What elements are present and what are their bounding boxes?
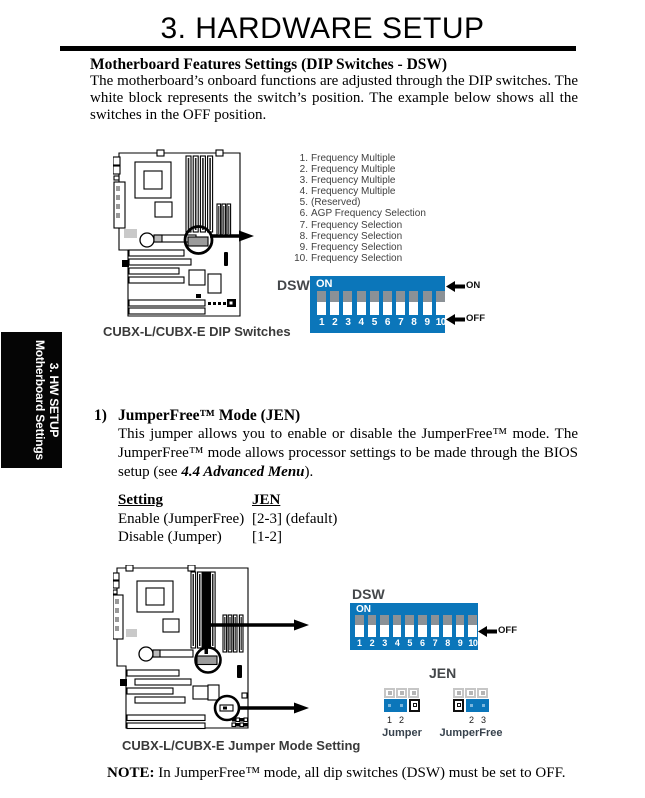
dip-switch bbox=[468, 615, 477, 637]
off-arrow-icon bbox=[478, 626, 497, 637]
pin-icon bbox=[465, 688, 476, 698]
table-header-row bbox=[118, 492, 337, 511]
jumper-mode-label: Jumper bbox=[382, 727, 422, 739]
col-setting-header: Setting bbox=[118, 492, 163, 508]
note-label: NOTE: bbox=[107, 765, 155, 781]
dip-switch bbox=[343, 291, 352, 315]
dip-switch-numbers: 1 2 3 4 5 6 7 8 9 10 bbox=[318, 317, 446, 328]
note: NOTE: In JumperFree™ mode, all dip switches (DSW) must be set to OFF. bbox=[107, 765, 566, 781]
intro-paragraph: The motherboard’s onboard functions are adjusted through the DIP switches. The white block represents the switch’s position. The example below shows all the switches in the OFF position. bbox=[90, 73, 578, 123]
list-item: 4. Frequency Multiple bbox=[299, 186, 396, 198]
on-arrow-label: ON bbox=[466, 280, 481, 291]
jumper-pins-bottom bbox=[384, 699, 420, 712]
jumper-cap-icon bbox=[384, 699, 407, 712]
diagram2-caption: CUBX-L/CUBX-E Jumper Mode Setting bbox=[122, 738, 361, 753]
dip-switch bbox=[370, 291, 379, 315]
dip-switch bbox=[456, 615, 465, 637]
dip-switch bbox=[409, 291, 418, 315]
section-index: 1) bbox=[94, 407, 107, 424]
jumper-setting-jumperfree: 2 3 bbox=[453, 688, 489, 740]
dip-switch bbox=[405, 615, 414, 637]
col-jen-header: JEN bbox=[252, 492, 281, 508]
list-item: 7. Frequency Selection bbox=[299, 219, 403, 231]
jumper-pins-bottom bbox=[453, 699, 489, 712]
off-arrow-label: OFF bbox=[498, 625, 517, 636]
dip-switch-function-list bbox=[288, 153, 488, 264]
page-title: 3. HARDWARE SETUP bbox=[160, 12, 485, 45]
chapter-tab-text bbox=[3, 332, 61, 468]
cross-reference: 4.4 Advanced Menu bbox=[181, 464, 305, 480]
open-pin-icon bbox=[453, 699, 464, 712]
diagram1-caption: CUBX-L/CUBX-E DIP Switches bbox=[103, 324, 291, 339]
list-item: 10. Frequency Selection bbox=[294, 252, 403, 264]
setting-table bbox=[118, 492, 337, 548]
jen-label: JEN bbox=[429, 665, 457, 681]
dsw-on-label: ON bbox=[316, 278, 333, 290]
off-arrow-label: OFF bbox=[466, 313, 485, 324]
jumper-pins-top bbox=[384, 688, 420, 698]
jumper-pins-top bbox=[453, 688, 489, 698]
dip-switches bbox=[317, 291, 445, 315]
dip-switch bbox=[380, 615, 389, 637]
dip-switch bbox=[436, 291, 445, 315]
on-arrow-icon bbox=[446, 281, 465, 292]
dip-switch-numbers: 1 2 3 4 5 6 7 8 9 10 bbox=[357, 638, 478, 648]
list-item: 5. (Reserved) bbox=[299, 197, 361, 209]
dip-switch-block bbox=[310, 276, 445, 333]
dip-switch bbox=[431, 615, 440, 637]
jumperfree-mode-label: JumperFree bbox=[439, 727, 503, 739]
chapter-tab-line1: 3. HW SETUP bbox=[46, 362, 61, 438]
dip-switch bbox=[368, 615, 377, 637]
pin-icon bbox=[396, 688, 407, 698]
pin-icon bbox=[477, 688, 488, 698]
dip-switch bbox=[393, 615, 402, 637]
motherboard-diagram-jumper-mode bbox=[113, 565, 313, 733]
jumper-cap-icon bbox=[466, 699, 489, 712]
list-item: 1. Frequency Multiple bbox=[299, 153, 396, 164]
list-item: 9. Frequency Selection bbox=[299, 241, 403, 253]
chapter-tab bbox=[1, 332, 62, 468]
pin-icon bbox=[384, 688, 395, 698]
table-row: Disable (Jumper) [1-2] bbox=[118, 529, 282, 545]
list-item: 8. Frequency Selection bbox=[299, 230, 403, 242]
header-rule bbox=[60, 46, 576, 51]
dip-switch bbox=[330, 291, 339, 315]
dsw-label: DSW bbox=[277, 277, 310, 293]
dip-switch bbox=[443, 615, 452, 637]
dip-switch bbox=[357, 291, 366, 315]
dsw-on-label: ON bbox=[356, 604, 371, 615]
list-item: 3. Frequency Multiple bbox=[299, 175, 396, 187]
off-arrow-icon bbox=[446, 314, 465, 325]
dip-switch bbox=[423, 291, 432, 315]
list-item: 6. AGP Frequency Selection bbox=[299, 208, 426, 220]
pin-icon bbox=[408, 688, 419, 698]
dip-switch bbox=[383, 291, 392, 315]
open-pin-icon bbox=[409, 699, 420, 712]
dip-switch bbox=[355, 615, 364, 637]
dip-switches bbox=[355, 615, 477, 637]
dsw-label: DSW bbox=[352, 586, 385, 602]
dip-switch bbox=[396, 291, 405, 315]
section-heading: Motherboard Features Settings (DIP Switches - DSW) bbox=[90, 56, 448, 73]
chapter-tab-line2: Motherboard Settings bbox=[32, 339, 47, 460]
jumper-setting-jumper: 1 2 bbox=[384, 688, 420, 740]
dip-switch bbox=[317, 291, 326, 315]
motherboard-diagram-dip-switches bbox=[113, 148, 258, 323]
dip-switch-block bbox=[350, 603, 478, 650]
jumperfree-paragraph: This jumper allows you to enable or disable the JumperFree™ mode. The JumperFree™ mode allows processor settings to be made through the BIOS setup (see 4.4 Advanced Menu). bbox=[118, 426, 578, 480]
dip-switch bbox=[418, 615, 427, 637]
pin-icon bbox=[453, 688, 464, 698]
table-row: Enable (JumperFree) [2-3] (default) bbox=[118, 510, 338, 527]
jumperfree-heading: JumperFree™ Mode (JEN) bbox=[118, 407, 301, 424]
list-item: 2. Frequency Multiple bbox=[299, 164, 396, 176]
